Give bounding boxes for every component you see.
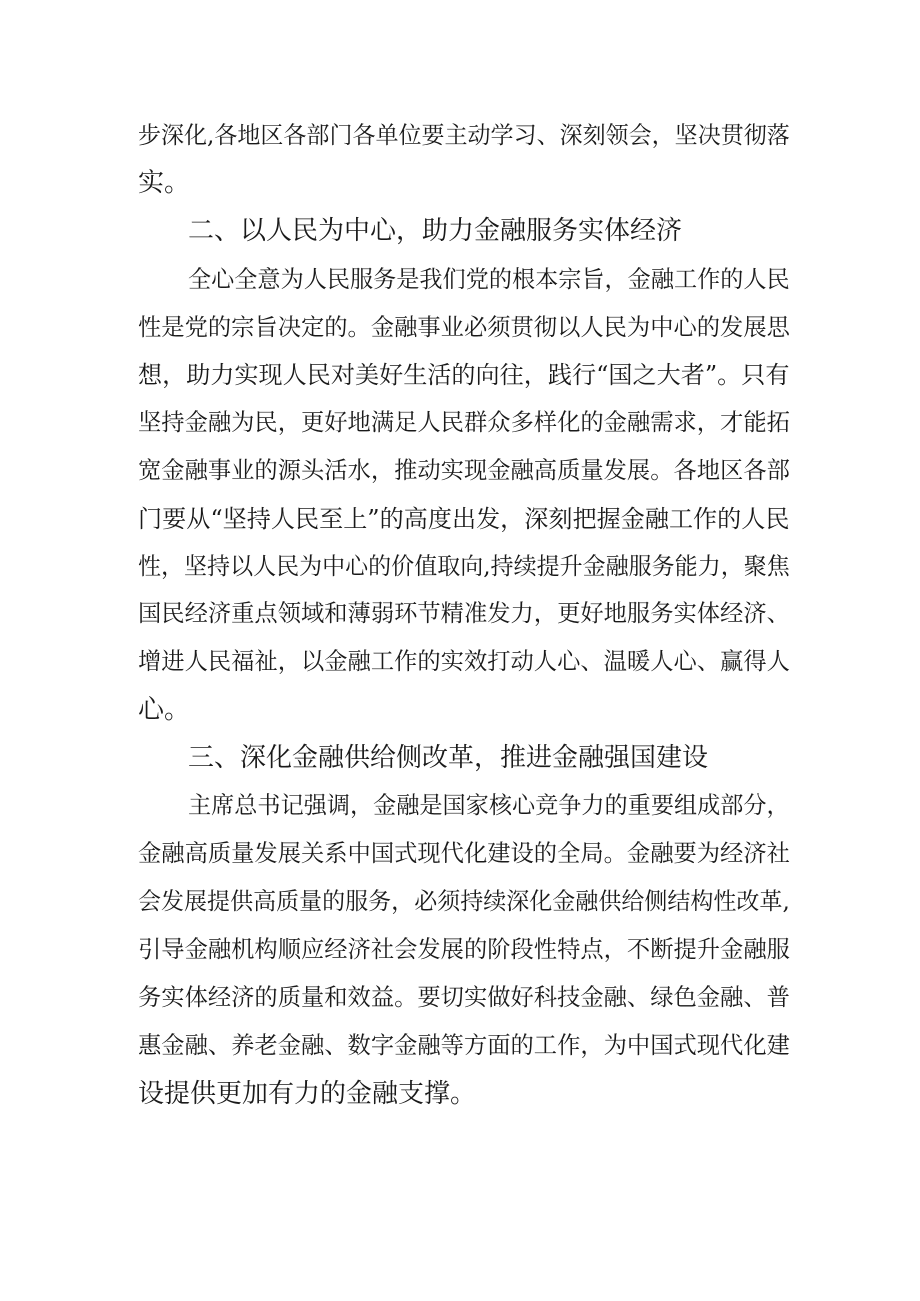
- paragraph-line: 全心全意为人民服务是我们党的根本宗旨，金融工作的人民: [188, 267, 790, 293]
- paragraph-line: 惠金融、养老金融、数字金融等方面的工作，为中国式现代化建: [138, 1032, 790, 1059]
- paragraph-line: 设提供更加有力的金融支撑。: [138, 1079, 477, 1109]
- paragraph-line: 性，坚持以人民为中心的价值取向,持续提升金融服务能力，聚焦: [138, 554, 790, 580]
- paragraph-line: 心。: [138, 695, 191, 725]
- paragraph-line: 引导金融机构顺应经济社会发展的阶段性特点，不断提升金融服: [138, 936, 790, 963]
- paragraph-line: 想，助力实现人民对美好生活的向往，践行“国之大者”。只有: [138, 361, 790, 389]
- paragraph-line: 务实体经济的质量和效益。要切实做好科技金融、绿色金融、普: [138, 984, 790, 1011]
- paragraph-line: 会发展提供高质量的服务，必须持续深化金融供给侧结构性改革,: [138, 889, 790, 915]
- paragraph-line: 实。: [138, 168, 191, 198]
- paragraph-line: 性是党的宗旨决定的。金融事业必须贯彻以人民为中心的发展思: [138, 314, 790, 341]
- paragraph-line: 步深化,各地区各部门各单位要主动学习、深刻领会，坚决贯彻落: [138, 123, 790, 149]
- paragraph-line: 坚持金融为民，更好地满足人民群众多样化的金融需求，才能拓: [138, 409, 790, 436]
- paragraph-line: 增进人民福祉，以金融工作的实效打动人心、温暖人心、赢得人: [138, 648, 790, 675]
- section-heading-2: 二、以人民为中心，助力金融服务实体经济: [188, 216, 683, 246]
- paragraph-line: 宽金融事业的源头活水，推动实现金融高质量发展。各地区各部: [138, 457, 790, 484]
- section-heading-3: 三、深化金融供给侧改革，推进金融强国建设: [188, 743, 709, 773]
- paragraph-line: 金融高质量发展关系中国式现代化建设的全局。金融要为经济社: [138, 840, 790, 867]
- paragraph-line: 主席总书记强调，金融是国家核心竞争力的重要组成部分，: [188, 793, 790, 819]
- paragraph-line: 国民经济重点领域和薄弱环节精准发力，更好地服务实体经济、: [138, 600, 790, 627]
- paragraph-line: 门要从“坚持人民至上”的高度出发，深刻把握金融工作的人民: [138, 505, 790, 533]
